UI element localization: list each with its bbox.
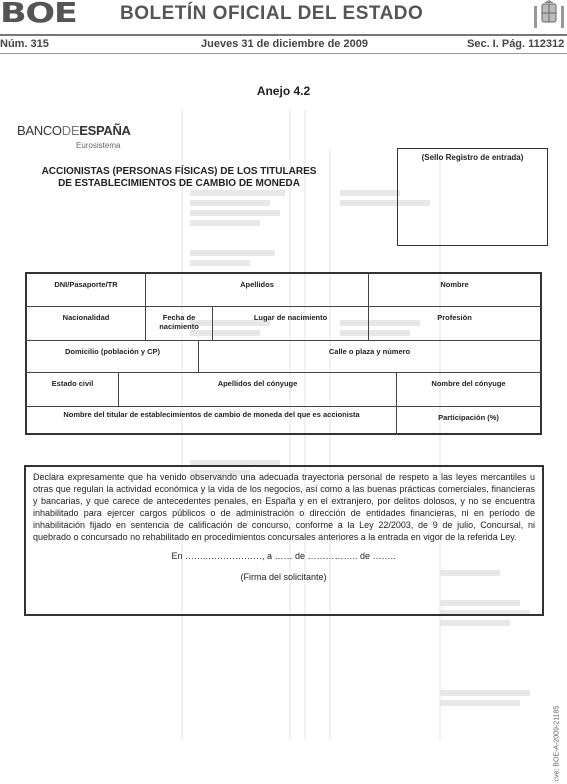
cve-code: cve: BOE-A-2009-21185 bbox=[553, 705, 561, 782]
header-rule bbox=[0, 34, 567, 36]
issue-number: Núm. 315 bbox=[0, 38, 49, 50]
name-label: Nombre bbox=[440, 280, 469, 289]
birth-place-label: Lugar de nacimiento bbox=[253, 313, 328, 322]
dni-label: DNI/Pasaporte/TR bbox=[54, 280, 118, 289]
surname-label: Apellidos bbox=[240, 280, 274, 289]
street-label: Calle o plaza y número bbox=[328, 347, 411, 356]
form-col-divider bbox=[198, 340, 199, 372]
address-label: Domicilio (población y CP) bbox=[64, 347, 160, 356]
bank-subtitle: Eurosistema bbox=[76, 141, 121, 150]
form-col-divider bbox=[145, 272, 146, 306]
holder-name-label: Nombre del titular de establecimientos de cambio de moneda del que es accionista bbox=[63, 410, 360, 419]
registry-stamp-box bbox=[397, 148, 548, 246]
form-col-divider bbox=[368, 272, 369, 306]
coat-of-arms-icon bbox=[530, 0, 567, 32]
form-col-divider bbox=[396, 372, 397, 406]
form-row-divider bbox=[25, 340, 542, 341]
birth-date-label: Fecha de nacimiento bbox=[159, 313, 199, 331]
bank-logo: BANCODEESPAÑA bbox=[17, 123, 131, 138]
gazette-title: BOLETÍN OFICIAL DEL ESTADO bbox=[120, 3, 424, 24]
marital-status-label: Estado civil bbox=[51, 379, 94, 388]
form-col-divider bbox=[145, 306, 146, 340]
participation-label: Participación (%) bbox=[438, 413, 499, 422]
place-date-line: En ……..………………, a …… de …………….. de …….. bbox=[171, 551, 396, 561]
registry-stamp-label: (Sello Registro de entrada) bbox=[421, 153, 524, 162]
spouse-surname-label: Apellidos del cónyuge bbox=[217, 379, 298, 388]
form-row-divider bbox=[25, 406, 542, 407]
spouse-name-label: Nombre del cónyuge bbox=[431, 379, 506, 388]
section-page: Sec. I. Pág. 112312 bbox=[467, 38, 565, 50]
signature-label: (Firma del solicitante) bbox=[240, 572, 327, 582]
boe-logo: BOE bbox=[0, 0, 77, 29]
document-title: ACCIONISTAS (PERSONAS FÍSICAS) DE LOS TITULARES DE ESTABLECIMIENTOS DE CAMBIO DE MONEDA bbox=[41, 166, 317, 189]
form-row-divider bbox=[25, 306, 542, 307]
form-row-divider bbox=[25, 372, 542, 373]
issue-date: Jueves 31 de diciembre de 2009 bbox=[201, 38, 368, 50]
form-col-divider bbox=[212, 306, 213, 340]
form-col-divider bbox=[118, 372, 119, 406]
nationality-label: Nacionalidad bbox=[62, 313, 110, 322]
profession-label: Profesión bbox=[437, 313, 472, 322]
form-col-divider bbox=[368, 306, 369, 340]
declaration-text: Declara expresamente que ha venido observando una adecuada trayectoria personal de respeto a las leyes mercantiles u otras que regulan la actividad económica y la vida de los negocios, así como a las buenas prácticas comerciales, financieras y bancarias, y que carece de antecedentes penales, en España y en el extranjero, por delitos dolosos, y no se encuentra inhabilitado para ejercer cargos públicos o de administración o dirección de entidades financieras, ni en período de inhabilitación fijado en sentencia de calificación de concurso, conforme a la Ley 22/2003, de 9 de julio, Concursal, ni quebrado o concursado no rehabilitado en procedimientos concursales anteriores a la entrada en vigor de la referida Ley. bbox=[33, 472, 535, 542]
annex-title: Anejo 4.2 bbox=[256, 84, 311, 98]
header-rule-secondary bbox=[0, 53, 567, 54]
